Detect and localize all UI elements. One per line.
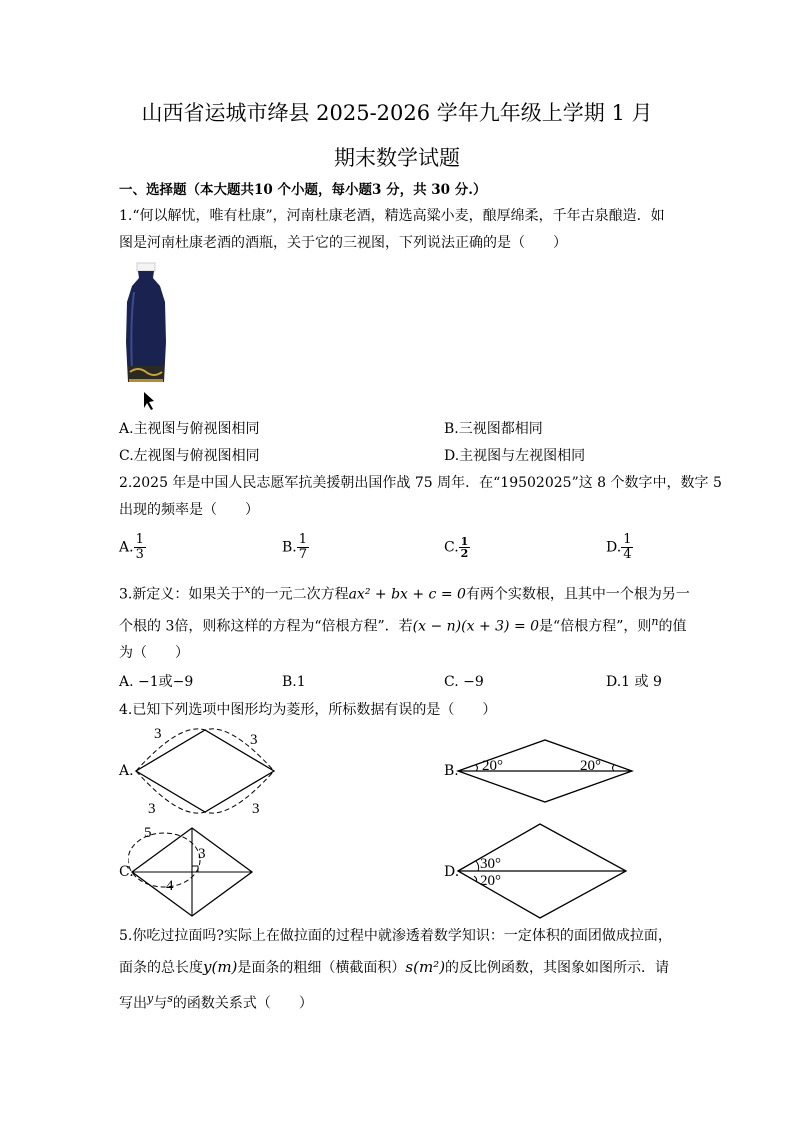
q3-option-c: C. −9 [444,674,484,690]
q4-d-angle-label-1: 30° [480,856,501,872]
q4-c-label-3: 4 [166,878,174,894]
q4-c-label-1: 5 [144,825,152,841]
q3-text-line2: 个根的 3倍，则称这样的方程为“倍根方程”．若(x − n)(x + 3) = 0是“倍根方程”，则$^n$的值 [119,615,687,635]
q4-label-b: B. [444,763,459,779]
q2-option-d: D. $\frac{1}{4}$ [606,532,632,562]
exam-title-line1: 山西省运城市绛县 2025-2026 学年九年级上学期 1 月 [141,101,653,125]
q3-option-a: A. −1或−9 [119,674,194,690]
q4-label-d: D. [444,864,460,880]
q3-option-b: B.1 [282,674,306,690]
q4-c-label-2: 3 [198,846,206,862]
q4-figure-a [130,722,280,822]
q4-figure-d [456,822,636,920]
exam-title-line2: 期末数学试题 [334,146,460,170]
q4-a-side-label-2: 3 [250,732,258,748]
q3-option-d: D.1 或 9 [606,674,662,690]
section-heading: 一、选择题（本大题共10 个小题，每小题3 分，共 30 分.） [119,182,487,198]
q4-label-c: C. [119,864,134,880]
q1-option-a: A.主视图与俯视图相同 [119,421,260,437]
q4-b-angle-label-2: 20° [580,758,601,774]
q2-option-a: A. $\frac{1}{3}$ [119,532,144,562]
q1-text-line2: 图是河南杜康老酒的酒瓶，关于它的三视图，下列说法正确的是（ ） [119,235,567,251]
q2-option-c: C. $\frac{1}{2}$ [444,535,469,560]
q1-text-line1: 1.“何以解忧，唯有杜康”，河南杜康老酒，精选高粱小麦，酿厚绵柔，千年古泉酿造．如 [119,208,665,224]
q1-option-d: D.主视图与左视图相同 [444,448,586,464]
q5-text-line1: 5.你吃过拉面吗?实际上在做拉面的过程中就渗透着数学知识：一定体积的面团做成拉面， [119,928,672,944]
q4-d-angle-label-2: 20° [480,873,501,889]
q4-a-side-label-1: 3 [154,726,162,742]
q5-text-line3: 写出$^y$与$^s$的函数关系式（ ） [119,992,313,1012]
q5-text-line2: 面条的总长度y(m)是面条的粗细（横截面积）s(m²)的反比例函数，其图象如图所示．请 [119,958,670,976]
q3-text-line3: 为（ ） [119,645,189,661]
q4-label-a: A. [119,763,134,779]
q2-option-b: B. $\frac{1}{7}$ [282,532,308,562]
q1-option-c: C.左视图与俯视图相同 [119,448,260,464]
q4-b-angle-label-1: 20° [482,758,503,774]
q4-figure-c [128,822,258,918]
q2-text-line1: 2.2025 年是中国人民志愿军抗美援朝出国作战 75 周年．在“19502025”这 8 个数字中，数字 5 [119,475,722,491]
wine-bottle-image [120,262,172,414]
q4-a-side-label-3: 3 [148,801,156,817]
q4-figure-b [456,738,636,804]
q3-text-line1: 3.新定义：如果关于$^x$的一元二次方程ax² + bx + c = 0有两个实数根，且其中一个根为另一 [119,583,690,603]
q4-text-line1: 4.已知下列选项中图形均为菱形，所标数据有误的是（ ） [119,702,497,718]
q4-a-side-label-4: 3 [252,801,260,817]
q1-option-b: B.三视图都相同 [444,421,543,437]
q2-text-line2: 出现的频率是（ ） [119,502,259,518]
